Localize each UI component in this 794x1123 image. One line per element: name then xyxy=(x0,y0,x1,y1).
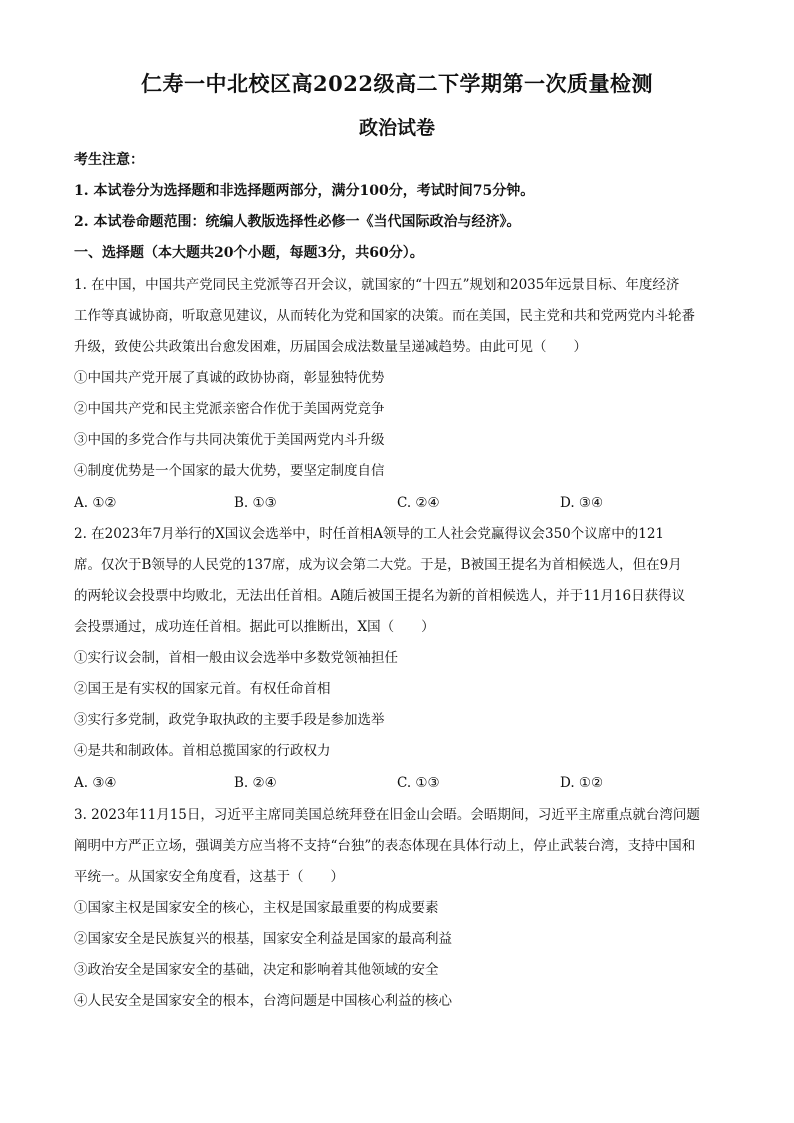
question-2-line-2: 席。仅次于B领导的人民党的137席，成为议会第二大党。于是，B被国王提名为首相候选人，但在9月 xyxy=(74,557,682,573)
exam-subject: 政治试卷 xyxy=(358,117,435,139)
question-1-line-2: 工作等真诚协商，听取意见建议，从而转化为党和国家的决策。而在美国，民主党和共和党两党内斗轮番 xyxy=(74,308,695,324)
question-2-option-d: D. ①② xyxy=(560,775,604,791)
question-1-line-1: 1. 在中国，中国共产党同民主党派等召开会议，就国家的“十四五”规划和2035年远景目标、年度经济 xyxy=(74,277,680,293)
question-3-statement-3: ③政治安全是国家安全的基础，决定和影响着其他领域的安全 xyxy=(74,962,439,978)
notice-item-2: 2. 本试卷命题范围：统编人教版选择性必修一《当代国际政治与经济》。 xyxy=(74,214,521,230)
question-1-line-3: 升级，致使公共政策出台愈发困难，历届国会成法数量呈递减趋势。由此可见（ ） xyxy=(74,339,587,355)
question-1-option-a: A. ①② xyxy=(74,495,117,511)
notice-heading: 考生注意： xyxy=(74,152,144,168)
question-1-option-c: C. ②④ xyxy=(397,495,440,511)
question-3-line-1: 3. 2023年11月15日，习近平主席同美国总统拜登在旧金山会晤。会晤期间，习近平主席重点就台湾问题 xyxy=(74,807,700,823)
question-3-line-2: 阐明中方严正立场，强调美方应当将不支持“台独”的表态体现在具体行动上，停止武装台湾，支持中国和 xyxy=(74,838,696,854)
exam-title: 仁寿一中北校区高2022级高二下学期第一次质量检测 xyxy=(141,71,653,96)
question-1-option-d: D. ③④ xyxy=(560,495,604,511)
question-2-option-a: A. ③④ xyxy=(74,775,117,791)
question-2-options xyxy=(74,773,734,793)
question-2-line-3: 的两轮议会投票中均败北，无法出任首相。A随后被国王提名为新的首相候选人，并于11月16日获得议 xyxy=(74,588,686,604)
notice-item-1: 1. 本试卷分为选择题和非选择题两部分，满分100分，考试时间75分钟。 xyxy=(74,183,535,199)
question-2-statement-2: ②国王是有实权的国家元首。有权任命首相 xyxy=(74,681,331,697)
question-3-statement-2: ②国家安全是民族复兴的根基，国家安全利益是国家的最高利益 xyxy=(74,931,452,947)
question-2-statement-1: ①实行议会制，首相一般由议会选举中多数党领袖担任 xyxy=(74,650,398,666)
section-heading: 一、选择题（本大题共20个小题，每题3分，共60分）。 xyxy=(74,245,424,261)
question-3-line-3: 平统一。从国家安全角度看，这基于（ ） xyxy=(74,869,344,885)
question-2-statement-3: ③实行多党制，政党争取执政的主要手段是参加选举 xyxy=(74,712,385,728)
question-1-option-b: B. ①③ xyxy=(234,495,277,511)
question-1-statement-3: ③中国的多党合作与共同决策优于美国两党内斗升级 xyxy=(74,432,385,448)
question-1-options xyxy=(74,493,734,513)
question-1-statement-1: ①中国共产党开展了真诚的政协协商，彰显独特优势 xyxy=(74,370,385,386)
question-1-statement-4: ④制度优势是一个国家的最大优势，要坚定制度自信 xyxy=(74,463,385,479)
question-1-statement-2: ②中国共产党和民主党派亲密合作优于美国两党竞争 xyxy=(74,401,385,417)
question-2-statement-4: ④是共和制政体。首相总揽国家的行政权力 xyxy=(74,743,331,759)
question-2-option-b: B. ②④ xyxy=(234,775,277,791)
question-3-statement-4: ④人民安全是国家安全的根本，台湾问题是中国核心利益的核心 xyxy=(74,993,452,1009)
question-2-line-4: 会投票通过，成功连任首相。据此可以推断出，X国（ ） xyxy=(74,619,435,635)
question-2-option-c: C. ①③ xyxy=(397,775,440,791)
question-3-statement-1: ①国家主权是国家安全的核心，主权是国家最重要的构成要素 xyxy=(74,900,439,916)
question-2-line-1: 2. 在2023年7月举行的X国议会选举中，时任首相A领导的工人社会党赢得议会350个议席中的121 xyxy=(74,526,665,542)
